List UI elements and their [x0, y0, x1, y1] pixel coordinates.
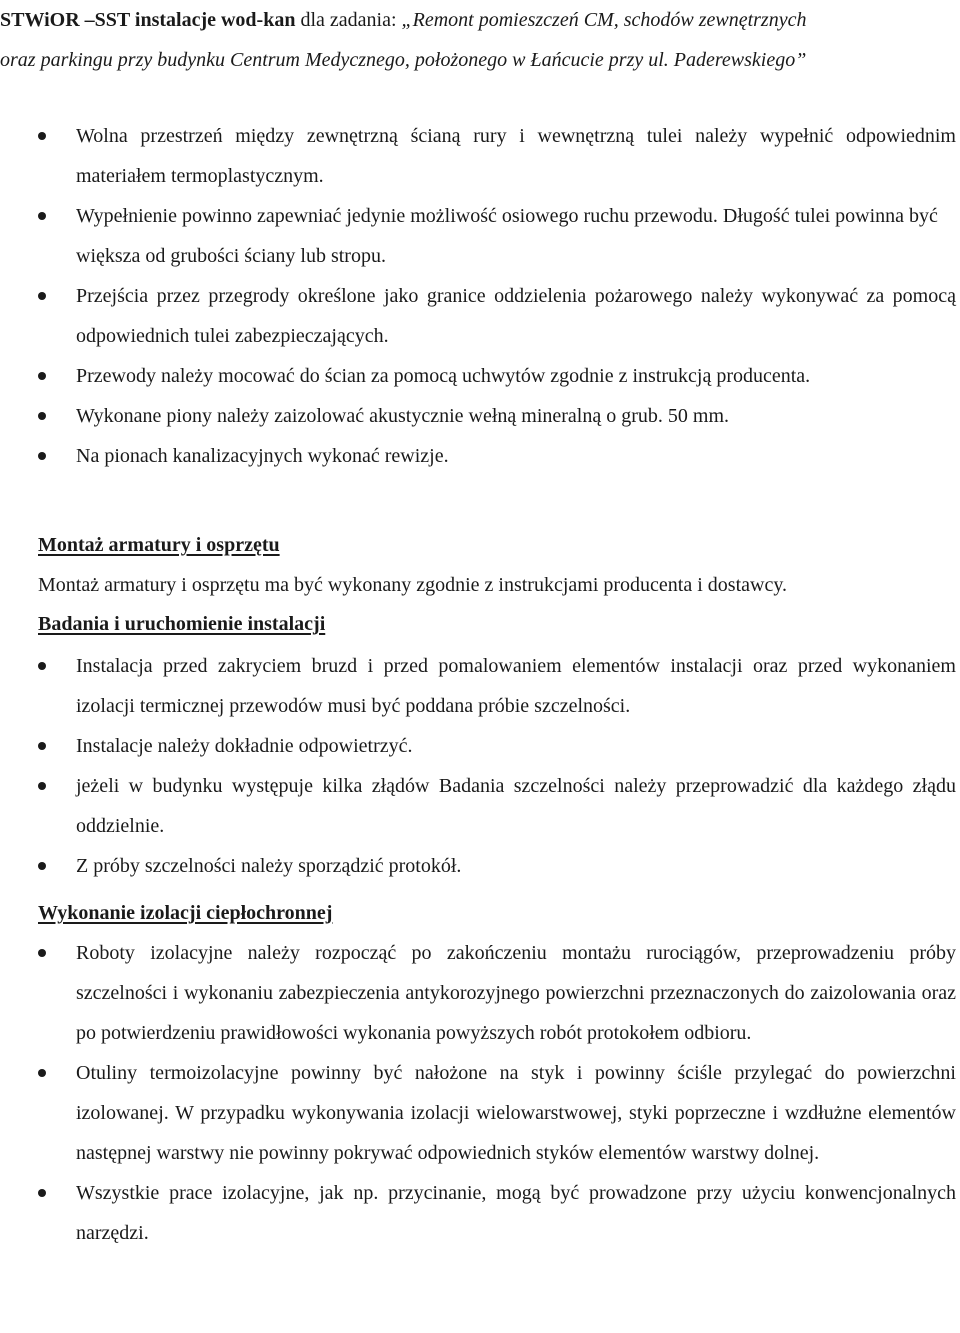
bullet-icon	[38, 662, 46, 670]
bullet-icon	[38, 452, 46, 460]
spec-title: STWiOR –SST instalacje wod-kan	[0, 9, 296, 31]
list-item-text: Przejścia przez przegrody określone jako granice oddzielenia pożarowego należy wykonywać za pomocą odpowiednich tulei zabezpieczających.	[76, 285, 956, 347]
list-item	[0, 276, 956, 356]
bullet-icon	[38, 1069, 46, 1077]
bullet-icon	[38, 782, 46, 790]
installation-bullets	[0, 116, 960, 476]
bullet-icon	[38, 742, 46, 750]
bullet-icon	[38, 292, 46, 300]
list-item	[0, 396, 956, 436]
list-item-text: Z próby szczelności należy sporządzić protokół.	[76, 855, 462, 877]
list-item-text: Instalacja przed zakryciem bruzd i przed pomalowaniem elementów instalacji oraz przed wykonaniem izolacji termicznej przewodów musi być poddana próbie szczelności.	[76, 655, 956, 717]
bullet-icon	[38, 372, 46, 380]
list-item-text: jeżeli w budynku występuje kilka złądów Badania szczelności należy przeprowadzić dla każdego złądu oddzielnie.	[76, 775, 956, 837]
list-item	[0, 726, 956, 766]
list-item	[0, 116, 956, 196]
list-item	[0, 196, 956, 276]
list-item-text: Przewody należy mocować do ścian za pomocą uchwytów zgodnie z instrukcją producenta.	[76, 365, 811, 387]
bullet-icon	[38, 412, 46, 420]
task-name-line-1: „Remont pomieszczeń CM, schodów zewnętrznych	[401, 9, 807, 31]
task-name-line-2: oraz parkingu przy budynku Centrum Medycznego, położonego w Łańcucie przy ul. Paderewskiego”	[0, 49, 807, 71]
list-item	[0, 1173, 956, 1253]
list-item	[0, 436, 956, 476]
list-item	[0, 646, 956, 726]
list-item-text: Wszystkie prace izolacyjne, jak np. przycinanie, mogą być prowadzone przy użyciu konwencjonalnych narzędzi.	[76, 1182, 956, 1244]
list-item	[0, 1053, 956, 1173]
list-item	[0, 933, 956, 1053]
bullet-icon	[38, 1189, 46, 1197]
list-item-text: Wykonane piony należy zaizolować akustycznie wełną mineralną o grub. 50 mm.	[76, 405, 730, 427]
section-title-badania: Badania i uruchomienie instalacji	[38, 613, 326, 635]
list-item	[0, 846, 956, 886]
section-title-armatura: Montaż armatury i osprzętu	[38, 534, 280, 556]
bullet-icon	[38, 132, 46, 140]
list-item	[0, 356, 956, 396]
bullet-icon	[38, 949, 46, 957]
list-item	[0, 766, 956, 846]
list-item-text: Na pionach kanalizacyjnych wykonać rewizje.	[76, 445, 449, 467]
task-label: dla zadania:	[300, 9, 397, 31]
list-item-text: Wolna przestrzeń między zewnętrzną ścianą rury i wewnętrzną tulei należy wypełnić odpowiednim materiałem termoplastycznym.	[76, 125, 956, 187]
badania-bullets	[0, 646, 960, 886]
list-item-text: Roboty izolacyjne należy rozpocząć po zakończeniu montażu rurociągów, przeprowadzeniu próby szczelności i wykonaniu zabezpieczenia antykorozyjnego powierzchni przeznaczonych do zaizolowania oraz po potwierdzeniu prawidłowości wykonania powyższych robót protokołem odbioru.	[76, 942, 956, 1044]
list-item-text: Wypełnienie powinno zapewniać jedynie możliwość osiowego ruchu przewodu. Długość tulei powinna być większa od grubości ściany lub stropu.	[76, 205, 938, 267]
document-header	[0, 0, 940, 80]
list-item-text: Instalacje należy dokładnie odpowietrzyć.	[76, 735, 413, 757]
bullet-icon	[38, 862, 46, 870]
section-title-izolacja: Wykonanie izolacji ciepłochronnej	[38, 902, 333, 924]
section-text-armatura: Montaż armatury i osprzętu ma być wykonany zgodnie z instrukcjami producenta i dostawcy.	[38, 574, 788, 596]
izolacja-bullets	[0, 933, 960, 1253]
bullet-icon	[38, 212, 46, 220]
list-item-text: Otuliny termoizolacyjne powinny być nałożone na styk i powinny ściśle przylegać do powierzchni izolowanej. W przypadku wykonywania izolacji wielowarstwowej, styki poprzeczne i wzdłużne elementów następnej warstwy nie powinny pokrywać odpowiednich styków elementów warstwy dolnej.	[76, 1062, 956, 1164]
